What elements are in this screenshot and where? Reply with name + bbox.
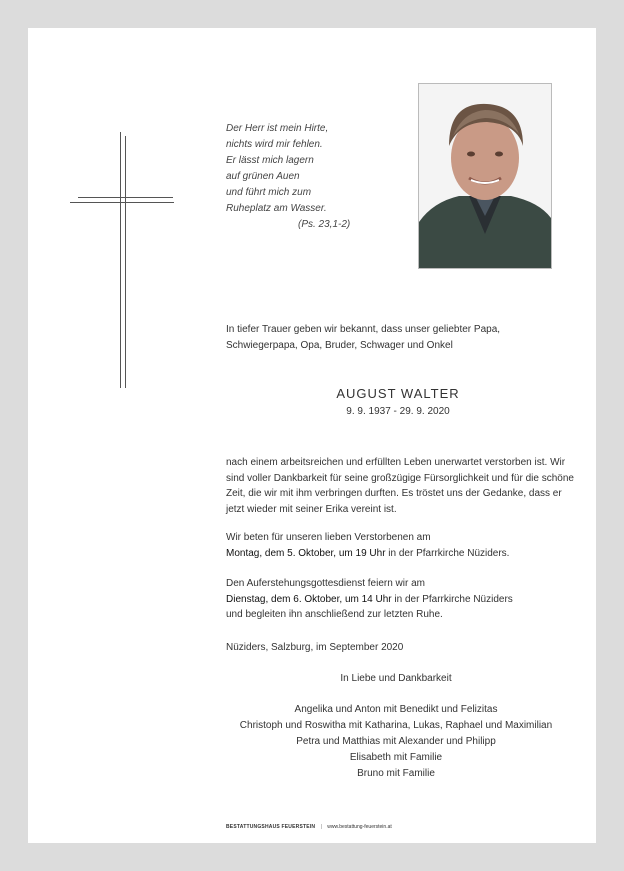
family-list	[226, 702, 566, 782]
prayer-service-intro: Wir beten für unseren lieben Verstorbenen am	[226, 532, 431, 543]
deceased-name: AUGUST WALTER	[336, 386, 460, 401]
cross-icon	[68, 132, 178, 392]
funeral-service-text	[226, 576, 574, 623]
obituary-sheet	[28, 28, 596, 843]
closing-phrase: In Liebe und Dankbarkeit	[340, 673, 452, 684]
psalm-line: nichts wird mir fehlen.	[226, 139, 323, 150]
footer-brand: BESTATTUNGSHAUS FEUERSTEIN	[226, 824, 316, 830]
intro-text: In tiefer Trauer geben wir bekannt, dass unser geliebter Papa, Schwiegerpapa, Opa, Bruder, Schwager und Onkel	[226, 324, 501, 351]
portrait-photo	[418, 83, 552, 269]
family-line: Bruno mit Familie	[357, 768, 435, 779]
funeral-service-intro: Den Auferstehungsgottesdienst feiern wir am	[226, 578, 425, 589]
prayer-service-text	[226, 530, 574, 561]
funeral-service-date: Dienstag, dem 6. Oktober, um 14 Uhr	[226, 593, 392, 605]
psalm-line: Der Herr ist mein Hirte,	[226, 123, 329, 134]
portrait-illustration	[419, 84, 551, 268]
place-date: Nüziders, Salzburg, im September 2020	[226, 642, 404, 653]
psalm-verse	[226, 121, 416, 233]
footer-url[interactable]: www.bestattung-feuerstein.at	[327, 824, 392, 830]
funeral-service-burial: und begleiten ihn anschließend zur letzten Ruhe.	[226, 609, 443, 620]
psalm-line: und führt mich zum	[226, 187, 312, 198]
prayer-service-location: in der Pfarrkirche Nüziders.	[385, 547, 510, 559]
family-line: Angelika und Anton mit Benedikt und Felizitas	[294, 704, 498, 715]
deceased-dates: 9. 9. 1937 - 29. 9. 2020	[346, 406, 450, 417]
prayer-service-date: Montag, dem 5. Oktober, um 19 Uhr	[226, 547, 386, 559]
psalm-reference: (Ps. 23,1-2)	[298, 219, 351, 230]
psalm-line: Ruheplatz am Wasser.	[226, 203, 327, 214]
family-line: Christoph und Roswitha mit Katharina, Lukas, Raphael und Maximilian	[239, 720, 553, 731]
psalm-line: auf grünen Auen	[226, 171, 300, 182]
footer-separator: |	[320, 824, 322, 830]
family-line: Elisabeth mit Familie	[349, 752, 443, 763]
psalm-line: Er lässt mich lagern	[226, 155, 314, 166]
funeral-service-location: in der Pfarrkirche Nüziders	[391, 593, 513, 605]
body-text: nach einem arbeitsreichen und erfüllten Leben unerwartet verstorben ist. Wir sind voller Dankbarkeit für seine großzügige Fürsorglichkeit und für die schöne Zeit, die wir mit ihm verbringen durften. Es tröstet uns der Gedanke, dass er jetzt wieder mit seiner Erika vereint ist.	[226, 457, 574, 515]
family-line: Petra und Matthias mit Alexander und Philipp	[296, 736, 496, 747]
footer	[226, 824, 566, 830]
